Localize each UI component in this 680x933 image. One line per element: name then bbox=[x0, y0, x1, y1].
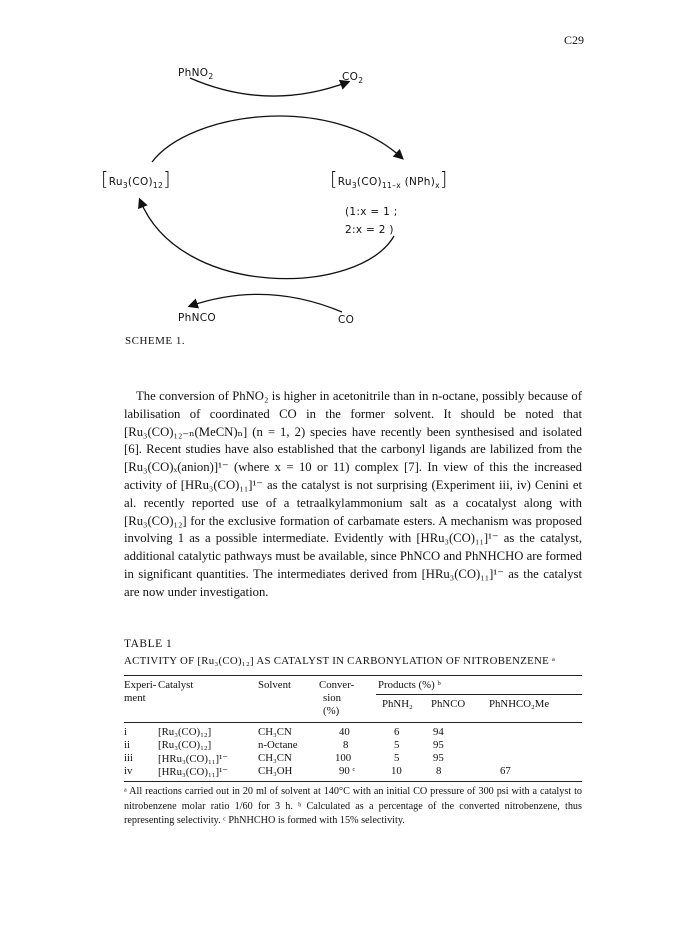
cell-phnh2: 10 bbox=[391, 765, 402, 777]
cell-phnh2: 5 bbox=[394, 752, 400, 764]
scheme-label: SCHEME 1. bbox=[125, 335, 186, 347]
scheme-note-2: 2:x = 2 ) bbox=[345, 224, 394, 236]
cell-conversion: 8 bbox=[343, 739, 349, 751]
cell-exp: iii bbox=[124, 752, 133, 764]
header-products: Products (%) ᵇ bbox=[378, 679, 441, 691]
cell-solvent: CH₃OH bbox=[258, 765, 293, 777]
header-solvent: Solvent bbox=[258, 679, 291, 691]
scheme-product-co2: $CO_2$ bbox=[342, 71, 364, 86]
cell-solvent: CH₃CN bbox=[258, 752, 292, 764]
products-subrule bbox=[376, 694, 582, 695]
cell-phnhco2me: 67 bbox=[500, 765, 511, 777]
header-experiment: Experi- ment bbox=[124, 679, 157, 704]
table-footnote: ᵃ All reactions carried out in 20 ml of solvent at 140°C with an initial CO pressure of 300 psi with a catalyst to nitrobenzene molar ratio 1/60 for 3 h. ᵇ Calculated as a percentage of the converted nitrobenzene, thus representing selectivity. ᶜ PhNHCHO is formed with 15% selectivity. bbox=[124, 786, 582, 827]
cell-phnco: 95 bbox=[433, 752, 444, 764]
top-side-arrow bbox=[190, 78, 348, 96]
table-bottom-rule bbox=[124, 781, 582, 782]
cell-catalyst: [HRu₃(CO)₁₁]¹⁻ bbox=[158, 766, 229, 778]
scheme-right-complex: [$Ru_3(CO)_{11-x}$ $(NPh)_x$] bbox=[330, 168, 448, 191]
cell-catalyst: [Ru₃(CO)₁₂] bbox=[158, 726, 212, 738]
scheme-left-complex: $[Ru_3(CO)_{12}]$ bbox=[101, 168, 171, 191]
cell-phnh2: 5 bbox=[394, 739, 400, 751]
header-phnhco2me: PhNHCO₂Me bbox=[489, 698, 550, 710]
scheme-reactant-co: CO bbox=[338, 314, 355, 326]
header-catalyst: Catalyst bbox=[158, 679, 194, 691]
bottom-side-arrow bbox=[190, 294, 342, 312]
top-main-arc bbox=[152, 116, 402, 162]
scheme-note-1: (1:x = 1 ; bbox=[345, 206, 398, 218]
page-number: C29 bbox=[563, 33, 584, 47]
cell-phnco: 95 bbox=[433, 739, 444, 751]
cell-conversion: 40 bbox=[339, 726, 350, 738]
cell-exp: ii bbox=[124, 739, 130, 751]
cell-phnco: 8 bbox=[436, 765, 442, 777]
table-header-rule bbox=[124, 722, 582, 723]
cell-phnh2: 6 bbox=[394, 726, 400, 738]
cell-solvent: n-Octane bbox=[258, 739, 298, 751]
table-caption: ACTIVITY OF [Ru₃(CO)₁₂] AS CATALYST IN CARBONYLATION OF NITROBENZENE ᵃ bbox=[124, 655, 556, 667]
header-conversion: Conver- sion (%) bbox=[319, 679, 355, 717]
header-phnh2: PhNH₂ bbox=[382, 698, 413, 710]
table-label: TABLE 1 bbox=[124, 638, 173, 650]
table-top-rule bbox=[124, 675, 582, 676]
cell-conversion: 90 ᶜ bbox=[339, 765, 356, 777]
cell-conversion: 100 bbox=[335, 752, 352, 764]
cell-catalyst: [HRu₃(CO)₁₁]¹⁻ bbox=[158, 753, 229, 765]
scheme-product-phnco: PhNCO bbox=[178, 312, 216, 324]
cell-exp: iv bbox=[124, 765, 133, 777]
body-paragraph: The conversion of PhNO₂ is higher in acetonitrile than in n-octane, possibly because of labilisation of coordinated CO in the former solvent. It should be noted that [Ru₃(CO)₁₂₋ₙ(MeCN)ₙ] (n = 1, 2) species have recently been synthesised and isolated [6]. Recent studies have also established that the carbonyl ligands are labilized from the [Ru₃(CO)ₓ(anion)]¹⁻ (where x = 10 or 11) complex [7]. In view of this the increased activity of [HRu₃(CO)₁₁]¹⁻ as the catalyst is not surprising (Experiment iii, iv) Cenini et al. recently reported use of a tetraalkylammonium salt as a cocatalyst along with [Ru₃(CO)₁₂] for the exclusive formation of carbamate esters. A mechanism was proposed involving 1 as a possible intermediate. Evidently with [HRu₃(CO)₁₁]¹⁻ as the catalyst, additional catalytic pathways must be available, since PhNCO and PhNHCHO are formed in significant quantities. The intermediates derived from [HRu₃(CO)₁₁]¹⁻ as the catalyst are now under investigation. bbox=[124, 389, 582, 599]
cell-solvent: CH₃CN bbox=[258, 726, 292, 738]
scheme-reactant-phno2: PhNO$_2$ bbox=[178, 67, 214, 82]
cell-phnco: 94 bbox=[433, 726, 444, 738]
cell-exp: i bbox=[124, 726, 127, 738]
table-footnote-clip bbox=[124, 785, 582, 827]
cell-catalyst: [Ru₃(CO)₁₂] bbox=[158, 739, 212, 751]
header-phnco: PhNCO bbox=[431, 698, 466, 710]
